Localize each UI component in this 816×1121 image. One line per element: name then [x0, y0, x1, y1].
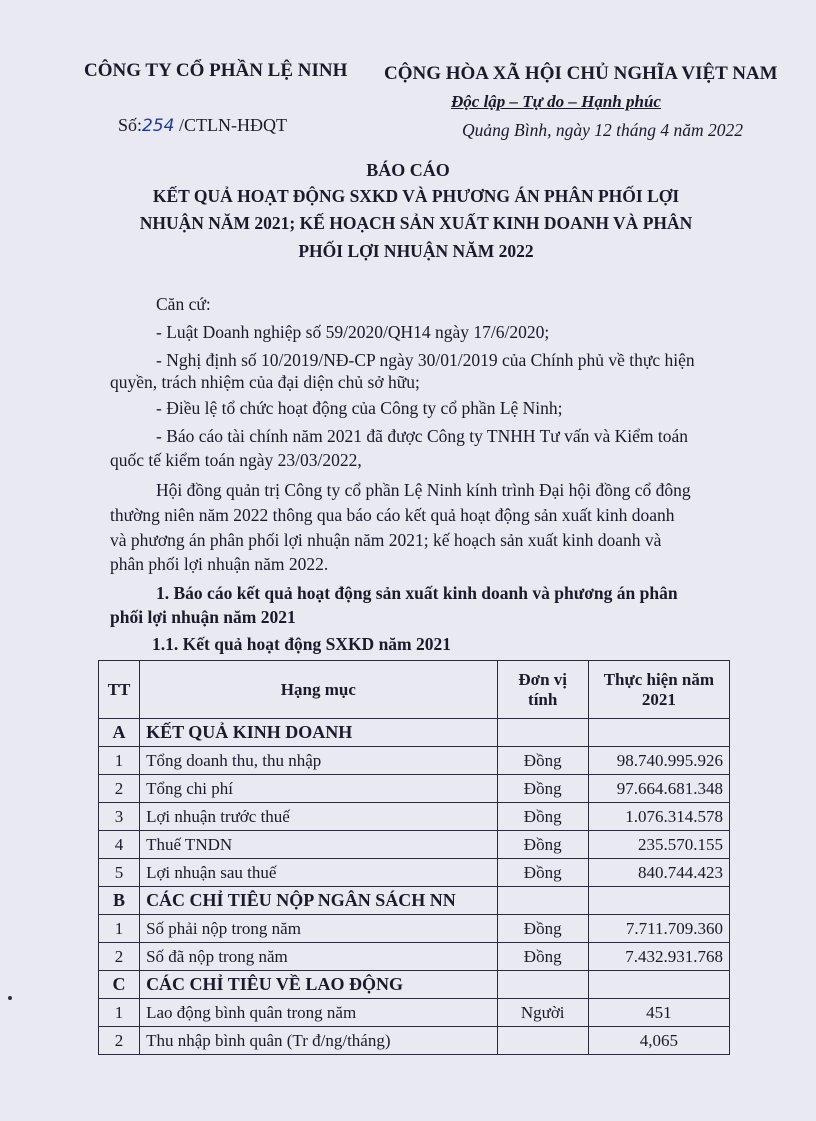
results-table: [98, 660, 730, 1055]
cell-item: CÁC CHỈ TIÊU NỘP NGÂN SÁCH NN: [140, 887, 498, 915]
body-line: - Điều lệ tổ chức hoạt động của Công ty cổ phần Lệ Ninh;: [156, 398, 563, 418]
body-line: - Nghị định số 10/2019/NĐ-CP ngày 30/01/2019 của Chính phủ về thực hiện: [156, 350, 695, 370]
body-line: quyền, trách nhiệm của đại diện chủ sở hữu;: [110, 372, 420, 392]
cell-unit: Đồng: [497, 747, 588, 775]
report-subtitle-line-2: NHUẬN NĂM 2021; KẾ HOẠCH SẢN XUẤT KINH DOANH VÀ PHÂN: [139, 213, 693, 233]
national-motto: Độc lập – Tự do – Hạnh phúc: [451, 92, 661, 111]
cell-value: 1.076.314.578: [588, 803, 729, 831]
doc-number-handwritten: 254: [142, 116, 175, 136]
body-line: quốc tế kiểm toán ngày 23/03/2022,: [110, 450, 362, 470]
cell-tt: B: [99, 887, 140, 915]
cell-tt: 1: [99, 747, 140, 775]
table-row: [99, 719, 730, 747]
cell-item: Số phải nộp trong năm: [140, 915, 498, 943]
cell-value: 7.432.931.768: [588, 943, 729, 971]
cell-unit: Đồng: [497, 831, 588, 859]
cell-tt: 2: [99, 775, 140, 803]
cell-value: [588, 971, 729, 999]
date-line: Quảng Bình, ngày 12 tháng 4 năm 2022: [462, 120, 743, 140]
body-line: phân phối lợi nhuận năm 2022.: [110, 554, 329, 574]
cell-tt: A: [99, 719, 140, 747]
cell-unit: [497, 971, 588, 999]
table-row: [99, 831, 730, 859]
cell-value: 4,065: [588, 1027, 729, 1055]
cell-unit: Đồng: [497, 943, 588, 971]
cell-item: CÁC CHỈ TIÊU VỀ LAO ĐỘNG: [140, 971, 498, 999]
cell-unit: Đồng: [497, 915, 588, 943]
cell-tt: 5: [99, 859, 140, 887]
cell-tt: C: [99, 971, 140, 999]
cell-item: Thu nhập bình quân (Tr đ/ng/tháng): [140, 1027, 498, 1055]
cell-value: 98.740.995.926: [588, 747, 729, 775]
company-name: CÔNG TY CỔ PHẦN LỆ NINH: [84, 60, 348, 81]
body-line: thường niên năm 2022 thông qua báo cáo kết quả hoạt động sản xuất kinh doanh: [110, 505, 675, 525]
cell-unit: Người: [497, 999, 588, 1027]
doc-number-prefix: Số:: [118, 115, 143, 135]
section-heading-1: 1. Báo cáo kết quả hoạt động sản xuất kinh doanh và phương án phân: [156, 583, 678, 603]
cell-tt: 4: [99, 831, 140, 859]
cell-unit: Đồng: [497, 775, 588, 803]
table-row: [99, 943, 730, 971]
document-number: [118, 115, 287, 136]
cell-value: 7.711.709.360: [588, 915, 729, 943]
cell-unit: Đồng: [497, 859, 588, 887]
cell-item: Lợi nhuận sau thuế: [140, 859, 498, 887]
cell-unit: Đồng: [497, 803, 588, 831]
cell-value: 451: [588, 999, 729, 1027]
report-subtitle-line-1: KẾT QUẢ HOẠT ĐỘNG SXKD VÀ PHƯƠNG ÁN PHÂN PHỐI LỢI: [152, 186, 680, 206]
table-row: [99, 999, 730, 1027]
report-subtitle-line-3: PHỐI LỢI NHUẬN NĂM 2022: [298, 241, 534, 261]
cell-item: Thuế TNDN: [140, 831, 498, 859]
body-line: và phương án phân phối lợi nhuận năm 2021; kế hoạch sản xuất kinh doanh và: [110, 530, 662, 550]
cell-item: Lao động bình quân trong năm: [140, 999, 498, 1027]
cell-tt: 2: [99, 1027, 140, 1055]
table-row: [99, 1027, 730, 1055]
report-title: BÁO CÁO: [366, 160, 450, 180]
body-line: Hội đồng quản trị Công ty cổ phần Lệ Ninh kính trình Đại hội đồng cổ đông: [156, 480, 691, 500]
cell-item: Lợi nhuận trước thuế: [140, 803, 498, 831]
body-line: Căn cứ:: [156, 294, 211, 314]
table-header-row: [99, 661, 730, 719]
cell-tt: 3: [99, 803, 140, 831]
cell-tt: 1: [99, 915, 140, 943]
cell-value: [588, 887, 729, 915]
table-row: [99, 803, 730, 831]
table-row: [99, 971, 730, 999]
scan-speck: [8, 996, 12, 1000]
header-item: Hạng mục: [140, 661, 498, 719]
national-title: CỘNG HÒA XÃ HỘI CHỦ NGHĨA VIỆT NAM: [384, 63, 778, 84]
table-row: [99, 775, 730, 803]
cell-unit: [497, 887, 588, 915]
cell-unit: [497, 1027, 588, 1055]
cell-value: [588, 719, 729, 747]
cell-value: 235.570.155: [588, 831, 729, 859]
doc-number-suffix: /CTLN-HĐQT: [178, 115, 287, 135]
cell-tt: 2: [99, 943, 140, 971]
cell-item: Số đã nộp trong năm: [140, 943, 498, 971]
cell-item: KẾT QUẢ KINH DOANH: [140, 719, 498, 747]
header-tt: TT: [99, 661, 140, 719]
cell-tt: 1: [99, 999, 140, 1027]
body-line: - Luật Doanh nghiệp số 59/2020/QH14 ngày 17/6/2020;: [156, 322, 550, 342]
table-row: [99, 915, 730, 943]
body-line: - Báo cáo tài chính năm 2021 đã được Công ty TNHH Tư vấn và Kiểm toán: [156, 426, 689, 446]
cell-unit: [497, 719, 588, 747]
cell-item: Tổng doanh thu, thu nhập: [140, 747, 498, 775]
cell-value: 840.744.423: [588, 859, 729, 887]
section-heading-1-cont: phối lợi nhuận năm 2021: [110, 607, 296, 627]
table-row: [99, 747, 730, 775]
cell-item: Tổng chi phí: [140, 775, 498, 803]
header-unit: Đơn vị tính: [497, 661, 588, 719]
table-row: [99, 887, 730, 915]
header-value: Thực hiện năm 2021: [588, 661, 729, 719]
table-row: [99, 859, 730, 887]
cell-value: 97.664.681.348: [588, 775, 729, 803]
section-heading-1-1: 1.1. Kết quả hoạt động SXKD năm 2021: [152, 634, 452, 654]
